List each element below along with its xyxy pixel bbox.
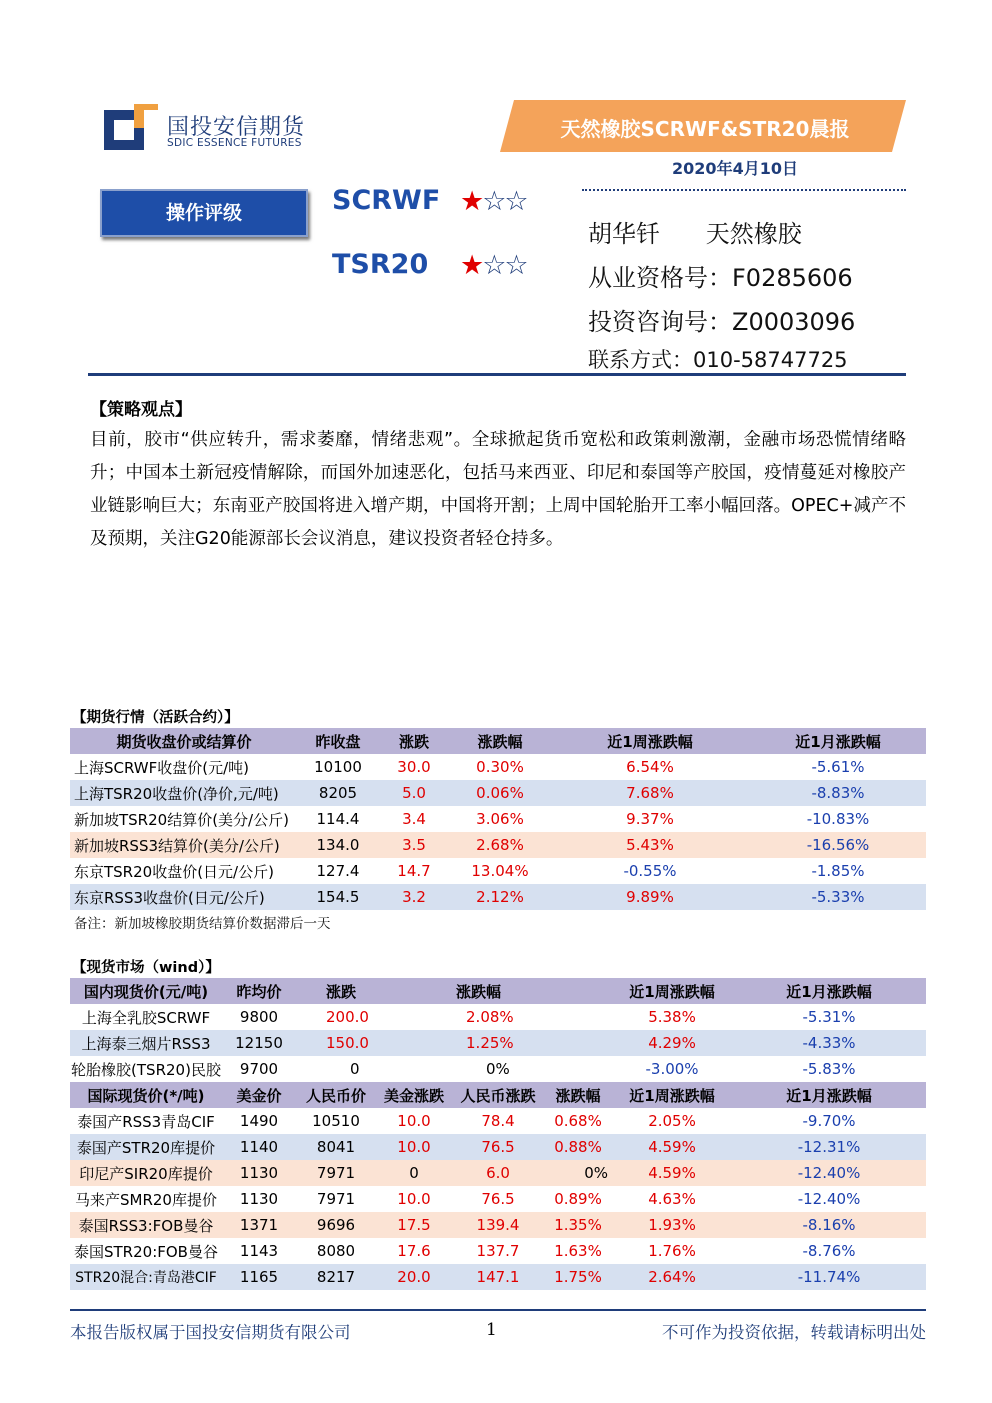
col-header: 近1周涨跌幅 <box>550 728 750 754</box>
company-name-en: SDIC ESSENCE FUTURES <box>167 137 302 149</box>
spot-table <box>70 978 926 1290</box>
rating-product-tsr20: TSR20 <box>332 249 429 280</box>
col-header: 涨跌 <box>378 728 450 754</box>
footer-disclaimer: 不可作为投资依据，转载请标明出处 <box>662 1323 926 1342</box>
international-header-row: 国际现货价(*/吨) 美金价 人民币价 美金涨跌 人民币涨跌 涨跌幅 近1周涨跌幅 近1月涨跌幅 <box>70 1082 926 1108</box>
table-row: 印尼产SIR20库提价 1130 7971 0 6.0 0% 4.59% -12.40% <box>70 1160 926 1186</box>
star-filled-icon: ★ <box>460 186 483 217</box>
table-row: 上海全乳胶SCRWF 9800 200.0 2.08% 5.38% -5.31% <box>70 1004 926 1030</box>
report-date: 2020年4月10日 <box>672 159 798 178</box>
strategy-body: 目前，胶市“供应转升，需求萎靡，情绪悲观”。全球掀起货币宽松和政策刺激潮，金融市场恐慌情绪略升；中国本土新冠疫情解除，而国外加速恶化，包括马来西亚、印尼和泰国等产胶国，疫情蔓延对橡胶产业链影响巨大；东南亚产胶国将进入增产期，中国将开割；上周中国轮胎开工率小幅回落。OPEC+减产不及预期，关注G20能源部长会议消息，建议投资者轻仓持多。 <box>90 430 906 549</box>
analyst-contact: 联系方式：010-58747725 <box>588 348 848 372</box>
table-row: 轮胎橡胶(TSR20)民胶 9700 0 0% -3.00% -5.83% <box>70 1056 926 1082</box>
table-row: 马来产SMR20库提价 1130 7971 10.0 76.5 0.89% 4.63% -12.40% <box>70 1186 926 1212</box>
dotted-divider <box>582 189 906 191</box>
table-row: 泰国产RSS3青岛CIF 1490 10510 10.0 78.4 0.68% 2.05% -9.70% <box>70 1108 926 1134</box>
analyst-qualification: 从业资格号：F0285606 <box>588 264 853 292</box>
table-row: 东京TSR20收盘价(日元/公斤) 127.4 14.7 13.04% -0.55% -1.85% <box>70 858 926 884</box>
strategy-heading: 【策略观点】 <box>90 400 192 420</box>
table-row: 上海TSR20收盘价(净价,元/吨) 8205 5.0 0.06% 7.68% -8.83% <box>70 780 926 806</box>
rating-stars-tsr20 <box>460 250 527 281</box>
star-empty-icon: ☆☆ <box>482 250 527 281</box>
rating-stars-scrwf <box>460 186 527 217</box>
analyst-name: 胡华钎 天然橡胶 <box>588 220 802 248</box>
table-row: 泰国产STR20库提价 1140 8041 10.0 76.5 0.88% 4.59% -12.31% <box>70 1134 926 1160</box>
table-row: 泰国RSS3:FOB曼谷 1371 9696 17.5 139.4 1.35% 1.93% -8.16% <box>70 1212 926 1238</box>
footer-copyright: 本报告版权属于国投安信期货有限公司 <box>70 1323 351 1342</box>
col-header: 涨跌幅 <box>450 728 550 754</box>
col-header: 近1月涨跌幅 <box>750 728 926 754</box>
rating-product-scrwf: SCRWF <box>332 185 441 216</box>
table-row: 东京RSS3收盘价(日元/公斤) 154.5 3.2 2.12% 9.89% -5.33% <box>70 884 926 910</box>
rating-label-box: 操作评级 <box>100 189 308 237</box>
spot-heading: 【现货市场（wind）】 <box>72 960 220 976</box>
col-header: 期货收盘价或结算价 <box>70 728 298 754</box>
header-divider <box>88 373 906 376</box>
star-filled-icon: ★ <box>460 250 483 281</box>
company-name-cn: 国投安信期货 <box>167 115 306 140</box>
table-row: STR20混合:青岛港CIF 1165 8217 20.0 147.1 1.75% 2.64% -11.74% <box>70 1264 926 1290</box>
futures-header-row <box>70 728 926 754</box>
futures-table <box>70 728 926 910</box>
table-row: 泰国STR20:FOB曼谷 1143 8080 17.6 137.7 1.63% 1.76% -8.76% <box>70 1238 926 1264</box>
table-row: 上海泰三烟片RSS3 12150 150.0 1.25% 4.29% -4.33% <box>70 1030 926 1056</box>
domestic-header-row: 国内现货价(元/吨) 昨均价 涨跌 涨跌幅 近1周涨跌幅 近1月涨跌幅 <box>70 978 926 1004</box>
table-row: 上海SCRWF收盘价(元/吨) 10100 30.0 0.30% 6.54% -5.61% <box>70 754 926 780</box>
futures-note: 备注：新加坡橡胶期货结算价数据滞后一天 <box>74 916 331 932</box>
analyst-consulting-id: 投资咨询号：Z0003096 <box>588 308 856 336</box>
star-empty-icon: ☆☆ <box>482 186 527 217</box>
footer-divider <box>70 1309 926 1311</box>
futures-heading: 【期货行情（活跃合约）】 <box>72 710 239 726</box>
report-title: 天然橡胶SCRWF&STR20晨报 <box>560 117 850 141</box>
table-row: 新加坡RSS3结算价(美分/公斤) 134.0 3.5 2.68% 5.43% -16.56% <box>70 832 926 858</box>
company-logo <box>104 104 158 150</box>
page-number: 1 <box>486 1320 497 1340</box>
col-header: 昨收盘 <box>298 728 378 754</box>
table-row: 新加坡TSR20结算价(美分/公斤) 114.4 3.4 3.06% 9.37% -10.83% <box>70 806 926 832</box>
